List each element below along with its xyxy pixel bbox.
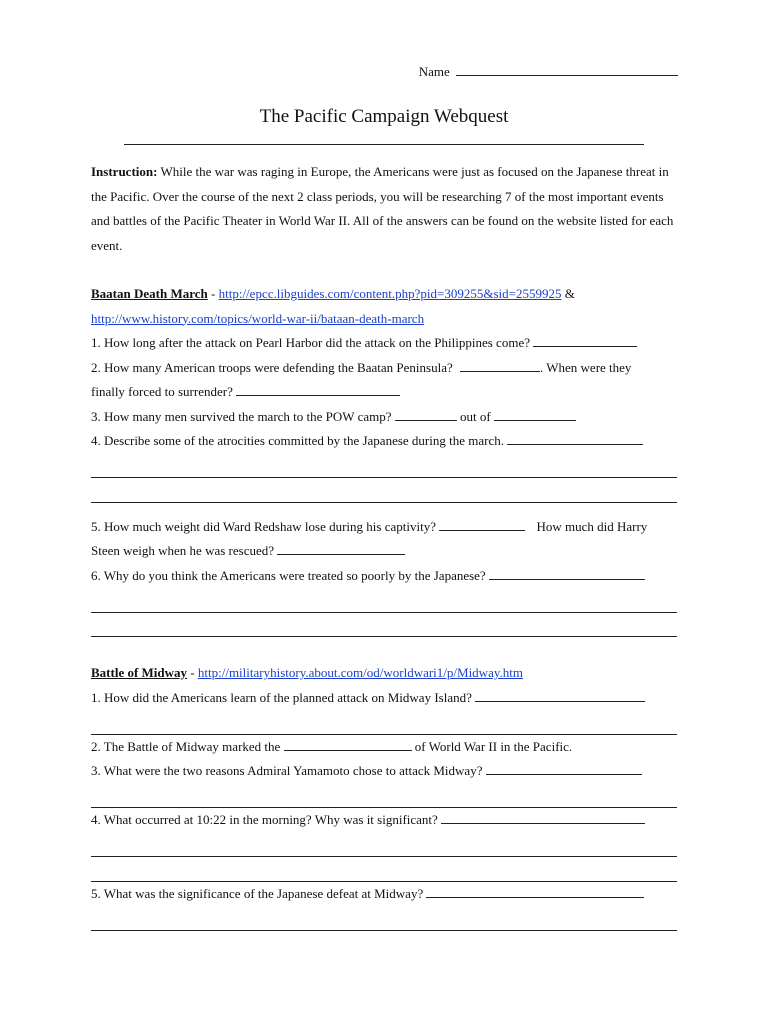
baatan-link-1[interactable]: http://epcc.libguides.com/content.php?pid=309255&sid=2559925 <box>218 286 562 301</box>
baatan-q2-cont <box>91 380 677 405</box>
answer-line[interactable] <box>91 478 677 503</box>
answer-blank[interactable] <box>507 431 643 445</box>
question-text: 2. How many American troops were defending the Baatan Peninsula? <box>91 359 453 375</box>
baatan-q5 <box>91 515 677 540</box>
question-text: 1. How did the Americans learn of the planned attack on Midway Island? <box>91 689 472 705</box>
answer-blank[interactable] <box>460 358 540 372</box>
baatan-q2 <box>91 356 677 381</box>
baatan-header <box>91 282 677 307</box>
name-label: Name <box>418 64 450 79</box>
baatan-q6 <box>91 564 677 589</box>
answer-line[interactable] <box>91 857 677 882</box>
answer-blank[interactable] <box>236 382 400 396</box>
question-text: 5. How much weight did Ward Redshaw lose during his captivity? <box>91 518 436 534</box>
midway-link[interactable]: http://militaryhistory.about.com/od/worldwari1/p/Midway.htm <box>197 665 523 680</box>
worksheet-body <box>91 160 677 931</box>
question-text: 4. Describe some of the atrocities committed by the Japanese during the march. <box>91 433 504 448</box>
baatan-heading: Baatan Death March <box>91 286 208 301</box>
question-text: 1. How long after the attack on Pearl Harbor did the attack on the Philippines come? <box>91 335 530 350</box>
answer-blank[interactable] <box>395 407 457 421</box>
baatan-separator: - <box>207 286 219 301</box>
answer-blank[interactable] <box>494 407 576 421</box>
name-blank[interactable] <box>456 63 678 76</box>
midway-heading: Battle of Midway <box>91 665 188 680</box>
page-title: The Pacific Campaign Webquest <box>259 106 509 127</box>
midway-header <box>91 661 677 686</box>
instruction-text: While the war was raging in Europe, the Americans were just as focused on the Japanese threat in the Pacific. Over the course of the next 2 class periods, you will be researching 7 of the most important events and battles of the Pacific Theater in World War II. All of the answers can be found on the website listed for each event. <box>91 164 674 253</box>
answer-blank[interactable] <box>426 884 644 898</box>
question-text: 4. What occurred at 10:22 in the morning? Why was it significant? <box>91 812 438 827</box>
midway-q4 <box>91 808 677 833</box>
answer-line[interactable] <box>91 906 677 931</box>
question-text: 2. The Battle of Midway marked the <box>91 738 281 754</box>
answer-blank[interactable] <box>277 541 405 555</box>
answer-blank[interactable] <box>486 761 642 775</box>
baatan-q3 <box>91 405 677 430</box>
answer-line[interactable] <box>91 613 677 638</box>
question-text: . When were they <box>539 359 632 375</box>
question-text: finally forced to surrender? <box>91 384 233 399</box>
question-text: 3. What were the two reasons Admiral Yamamoto chose to attack Midway? <box>91 763 483 778</box>
question-text: Steen weigh when he was rescued? <box>91 543 275 558</box>
baatan-link-line <box>91 307 677 332</box>
instruction-label: Instruction: <box>91 164 158 179</box>
answer-blank[interactable] <box>533 333 637 347</box>
question-text: out of <box>460 408 491 424</box>
answer-line[interactable] <box>91 833 677 858</box>
answer-line[interactable] <box>91 588 677 613</box>
baatan-link-2[interactable]: http://www.history.com/topics/world-war-ii/bataan-death-march <box>91 310 425 326</box>
answer-blank[interactable] <box>489 566 645 580</box>
baatan-ampersand: & <box>561 286 575 301</box>
question-text: 3. How many men survived the march to the POW camp? <box>91 408 392 424</box>
answer-blank[interactable] <box>441 810 645 824</box>
baatan-q5-cont <box>91 539 677 564</box>
baatan-q1 <box>91 331 677 356</box>
midway-q5 <box>91 882 677 907</box>
midway-q2 <box>91 735 677 760</box>
baatan-q4 <box>91 429 677 454</box>
midway-q1 <box>91 686 677 711</box>
answer-blank[interactable] <box>284 737 412 751</box>
name-field[interactable] <box>419 63 678 80</box>
answer-line[interactable] <box>91 784 677 809</box>
question-text: How much did Harry <box>536 518 648 534</box>
midway-separator: - <box>187 665 198 680</box>
question-text: 6. Why do you think the Americans were treated so poorly by the Japanese? <box>91 567 486 583</box>
midway-q3 <box>91 759 677 784</box>
answer-line[interactable] <box>91 710 677 735</box>
title-divider <box>124 144 644 145</box>
answer-blank[interactable] <box>439 517 525 531</box>
answer-blank[interactable] <box>475 688 645 702</box>
question-text: 5. What was the significance of the Japanese defeat at Midway? <box>91 885 424 901</box>
instruction-paragraph <box>91 160 677 258</box>
answer-line[interactable] <box>91 454 677 479</box>
question-text: of World War II in the Pacific. <box>414 738 573 754</box>
